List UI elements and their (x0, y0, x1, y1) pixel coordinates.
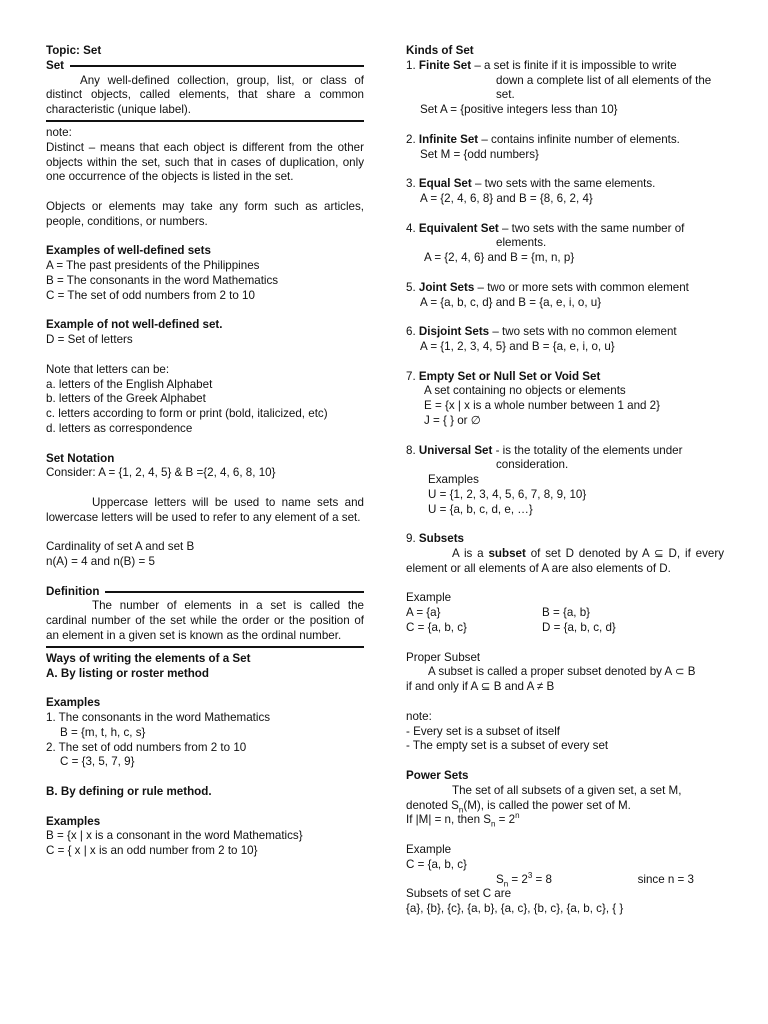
kind-disjoint-example: A = {1, 2, 3, 4, 5} and B = {a, e, i, o, u} (420, 339, 615, 353)
kind-finite-example: Set A = {positive integers less than 10} (420, 103, 618, 117)
proper-subset-heading: Proper Subset (406, 650, 481, 664)
cardinality-line: Cardinality of set A and set B (46, 540, 195, 554)
right-column (406, 44, 724, 917)
note-text: Distinct – means that each object is different from the other objects within the set, such that in cases of duplication, only one occurrence of the objects is listed in the set. (46, 140, 364, 184)
list-item: b. letters of the Greek Alphabet (46, 392, 206, 406)
subsets-example-label: Example (406, 591, 452, 605)
kind-finite-desc: down a complete list of all elements of the set. (496, 73, 712, 102)
note-label: note: (406, 709, 432, 723)
notation-consider: Consider: A = {1, 2, 4, 5} & B ={2, 4, 6, 8, 10} (46, 466, 276, 480)
objects-text: Objects or elements may take any form such as articles, people, conditions, or numbers. (46, 199, 364, 228)
list-item: - The empty set is a subset of every set (406, 739, 609, 753)
list-item: C = {3, 5, 7, 9} (60, 755, 135, 769)
list-item: d. letters as correspondence (46, 421, 193, 435)
examples-heading: Examples (46, 696, 101, 710)
list-item: 2. The set of odd numbers from 2 to 10 (46, 740, 247, 754)
note-label: note: (46, 125, 72, 139)
kind-equivalent: 4. Equivalent Set – two sets with the same number of (406, 221, 685, 235)
power-example-calc: $S_n = 2^3 = 8$ since n = 3 (496, 870, 694, 888)
left-column (46, 44, 364, 859)
ways-heading: Ways of writing the elements of a Set (46, 651, 251, 665)
kind-universal-desc: consideration. (496, 458, 569, 472)
kind-infinite-example: Set M = {odd numbers} (420, 147, 539, 161)
kind-empty-desc: A set containing no objects or elements (424, 384, 626, 398)
set-heading-label: Set (46, 58, 65, 72)
power-sets-text: denoted $S_n(M)$, is called the power set of M. (406, 798, 631, 814)
power-sets-heading: Power Sets (406, 769, 469, 783)
list-item: A = The past presidents of the Philippines (46, 259, 260, 273)
examples-heading: Examples (46, 814, 101, 828)
kind-disjoint: 6. Disjoint Sets – two sets with no common element (406, 325, 677, 339)
list-item: - Every set is a subset of itself (406, 724, 560, 738)
cardinality-line: n(A) = 4 and n(B) = 5 (46, 555, 155, 569)
kinds-heading: Kinds of Set (406, 44, 474, 57)
power-sets-formula: If |M| = n, then $S_n = 2^n$ (406, 811, 520, 829)
kind-infinite: 2. Infinite Set – contains infinite number of elements. (406, 132, 680, 146)
proper-subset-text: A subset is called a proper subset denoted by A ⊂ B (428, 665, 696, 679)
kind-joint: 5. Joint Sets – two or more sets with common element (406, 280, 689, 294)
subsets-example-row: C = {a, b, c} D = {a, b, c, d} (406, 621, 616, 635)
kind-universal: 8. Universal Set - is the totality of the elements under (406, 443, 683, 457)
roster-method-heading: A. By listing or roster method (46, 666, 209, 680)
definition-text: The number of elements in a set is called the cardinal number of the set while the order or the position of an element in a given set is known as the ordinal number. (46, 599, 364, 643)
kind-subsets: 9. Subsets (406, 532, 465, 546)
divider (105, 591, 364, 593)
kind-universal-examples-label: Examples (428, 473, 479, 487)
well-defined-heading: Examples of well-defined sets (46, 244, 211, 258)
kind-universal-example: U = {a, b, c, d, e, …} (428, 502, 533, 516)
set-notation-heading: Set Notation (46, 451, 115, 465)
not-well-defined-heading: Example of not well-defined set. (46, 318, 223, 332)
list-item: C = The set of odd numbers from 2 to 10 (46, 288, 255, 302)
kind-empty: 7. Empty Set or Null Set or Void Set (406, 369, 601, 383)
topic-title: Topic: Set (46, 44, 102, 57)
list-item: D = Set of letters (46, 333, 133, 347)
kind-equal: 3. Equal Set – two sets with the same elements. (406, 177, 656, 191)
kind-equal-example: A = {2, 4, 6, 8} and B = {8, 6, 2, 4} (420, 191, 593, 205)
kind-finite: 1. Finite Set – a set is finite if it is impossible to write (406, 58, 677, 72)
kind-joint-example: A = {a, b, c, d} and B = {a, e, i, o, u} (420, 295, 602, 309)
list-item: B = {m, t, h, c, s} (60, 725, 146, 739)
divider (46, 646, 364, 648)
letters-intro: Note that letters can be: (46, 362, 170, 376)
list-item: 1. The consonants in the word Mathematics (46, 711, 271, 725)
power-sets-text: The set of all subsets of a given set, a set M, (452, 783, 682, 797)
list-item: B = The consonants in the word Mathematics (46, 273, 279, 287)
power-subsets-list: {a}, {b}, {c}, {a, b}, {a, c}, {b, c}, {a, b, c}, { } (406, 902, 624, 916)
definition-heading (46, 585, 364, 600)
definition-label: Definition (46, 584, 100, 598)
divider (46, 120, 364, 122)
power-example-set: C = {a, b, c} (406, 857, 467, 871)
notation-text: Uppercase letters will be used to name sets and lowercase letters will be used to refer to any element of a set. (46, 495, 364, 524)
rule-method-heading: B. By defining or rule method. (46, 785, 212, 799)
set-definition: Any well-defined collection, group, list, or class of distinct objects, called elements, that share a common characteristic (unique label). (46, 73, 364, 117)
set-heading (46, 59, 364, 74)
divider (70, 65, 364, 67)
kind-empty-example: J = { } or ∅ (424, 413, 481, 427)
list-item: B = {x | x is a consonant in the word Mathematics} (46, 829, 303, 843)
power-example-label: Example (406, 843, 452, 857)
subsets-example-row: A = {a} B = {a, b} (406, 606, 591, 620)
list-item: C = { x | x is an odd number from 2 to 10} (46, 844, 258, 858)
kind-empty-example: E = {x | x is a whole number between 1 and 2} (424, 399, 661, 413)
kind-equivalent-example: A = {2, 4, 6} and B = {m, n, p} (424, 251, 575, 265)
kind-universal-example: U = {1, 2, 3, 4, 5, 6, 7, 8, 9, 10} (428, 487, 587, 501)
kind-equivalent-desc: elements. (496, 236, 547, 250)
power-subsets-heading: Subsets of set C are (406, 887, 512, 901)
list-item: c. letters according to form or print (bold, italicized, etc) (46, 407, 328, 421)
list-item: a. letters of the English Alphabet (46, 377, 213, 391)
kind-subsets-desc: A is a subset of set D denoted by A ⊆ D, if every element or all elements of A are also elements of D. (406, 547, 724, 575)
proper-subset-text: if and only if A ⊆ B and A ≠ B (406, 680, 555, 694)
